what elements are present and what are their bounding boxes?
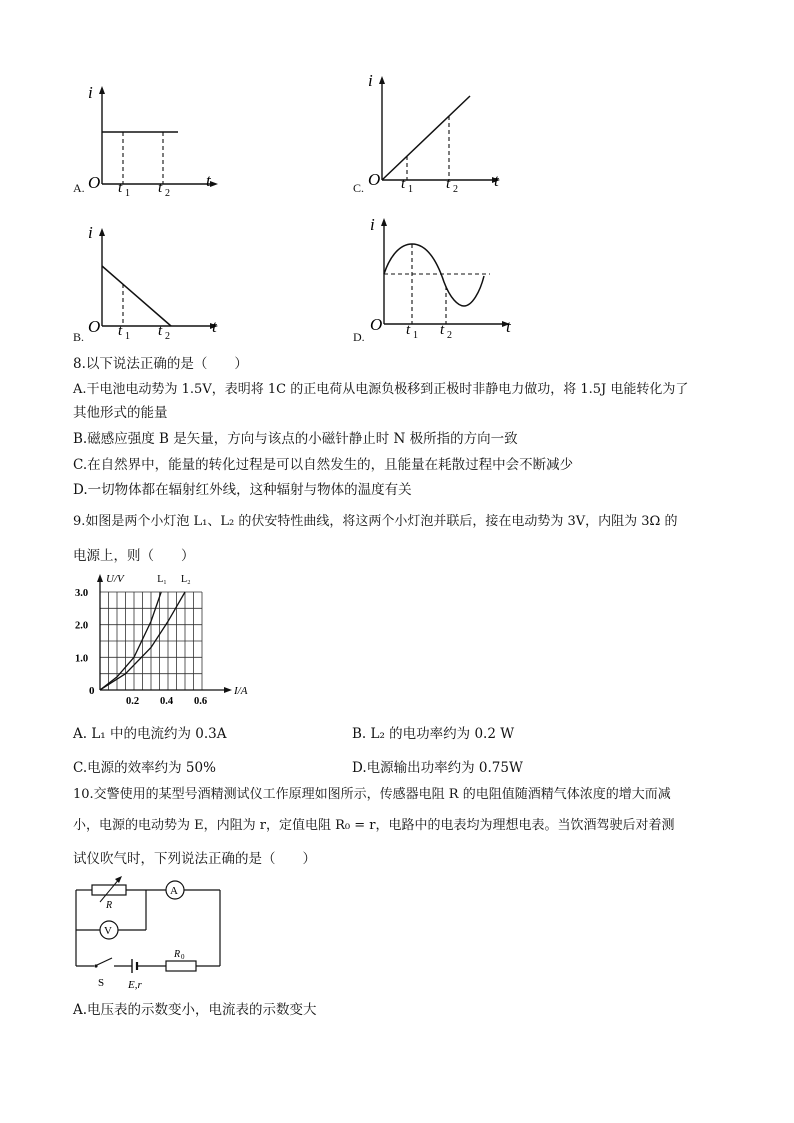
graph-a-t2-sub: 2 bbox=[165, 188, 170, 199]
graph-d-curve bbox=[384, 244, 484, 306]
x-axis-arrow bbox=[224, 687, 232, 693]
q8-stem: 8.以下说法正确的是（ ） bbox=[73, 356, 248, 372]
graph-b-t2-sub: 2 bbox=[165, 331, 170, 342]
graph-b-origin: O bbox=[88, 317, 101, 336]
graph-b-t1-sub: 1 bbox=[125, 331, 130, 342]
q9-stem-line2: 电源上，则（ ） bbox=[73, 548, 195, 564]
graph-d-t1: t bbox=[406, 322, 411, 338]
graph-b-t1: t bbox=[118, 323, 123, 339]
graph-a bbox=[72, 82, 232, 200]
x-tick-label: 0.6 bbox=[194, 696, 208, 706]
y-tick-label: 3.0 bbox=[75, 588, 89, 599]
q8-option-a-line2: 其他形式的能量 bbox=[73, 405, 168, 421]
graph-a-t1-sub: 1 bbox=[125, 188, 130, 199]
graph-a-xlabel: t bbox=[206, 171, 211, 190]
graph-c-label: C. bbox=[353, 181, 365, 195]
graph-d-xlabel: t bbox=[506, 317, 511, 336]
q8-option-c: C.在自然界中，能量的转化过程是可以自然发生的，且能量在耗散过程中会不断减少 bbox=[73, 457, 574, 473]
q10-option-a: A.电压表的示数变小，电流表的示数变大 bbox=[73, 1002, 317, 1018]
q9-option-d: D.电源输出功率约为 0.75W bbox=[352, 760, 523, 776]
q8-option-d: D.一切物体都在辐射红外线，这种辐射与物体的温度有关 bbox=[73, 482, 412, 498]
x-axis-title: I/A bbox=[234, 685, 248, 697]
graph-c-t2: t bbox=[446, 176, 451, 192]
q10-stem-line2: 小，电源的电动势为 E，内阻为 r，定值电阻 R₀ = r，电路中的电表均为理想电表。当饮酒驾驶后对着测 bbox=[73, 818, 675, 833]
graph-b-ylabel: i bbox=[88, 223, 93, 242]
graph-c-origin: O bbox=[368, 170, 381, 189]
battery-label: E,r bbox=[128, 979, 142, 991]
graph-c-xlabel: t bbox=[494, 171, 499, 190]
y-axis-title: U/V bbox=[106, 573, 124, 585]
voltmeter-label: V bbox=[104, 925, 112, 937]
graph-c-t1-sub: 1 bbox=[408, 184, 413, 195]
q9-option-a: A. L₁ 中的电流约为 0.3A bbox=[73, 726, 227, 742]
graph-c-curve bbox=[382, 96, 470, 180]
y-axis-arrow bbox=[97, 574, 103, 582]
graph-a-t1: t bbox=[118, 180, 123, 196]
graph-d-t2-sub: 2 bbox=[447, 330, 452, 341]
graph-a-origin: O bbox=[88, 173, 101, 192]
iv-chart bbox=[70, 572, 270, 706]
q8-option-b: B.磁感应强度 B 是矢量，方向与该点的小磁针静止时 N 极所指的方向一致 bbox=[73, 431, 518, 447]
q9-option-c: C.电源的效率约为 50% bbox=[73, 760, 216, 776]
graph-d-t1-sub: 1 bbox=[413, 330, 418, 341]
graph-c-ylabel: i bbox=[368, 71, 373, 90]
r0-label: R bbox=[174, 949, 181, 960]
ammeter-label: A bbox=[170, 885, 178, 897]
series-label-2: L₂ bbox=[181, 574, 191, 585]
origin-label: 0 bbox=[89, 685, 95, 697]
q10-stem-line1: 10.交警使用的某型号酒精测试仪工作原理如图所示，传感器电阻 R 的电阻值随酒精气体浓度的增大而减 bbox=[73, 787, 671, 802]
graph-b-xlabel: t bbox=[212, 317, 217, 336]
switch-s bbox=[97, 958, 112, 965]
graph-d-ylabel: i bbox=[370, 215, 375, 234]
sensor-resistor bbox=[92, 885, 126, 895]
fixed-resistor-r0 bbox=[166, 961, 196, 971]
q9-stem-line1: 9.如图是两个小灯泡 L₁、L₂ 的伏安特性曲线，将这两个小灯泡并联后，接在电动势为 3V，内阻为 3Ω 的 bbox=[73, 514, 678, 529]
series-label-1: L₁ bbox=[157, 574, 167, 585]
circuit-diagram bbox=[70, 874, 230, 996]
q10-stem-line3: 试仪吹气时，下列说法正确的是（ ） bbox=[73, 851, 316, 867]
graph-b-t2: t bbox=[158, 323, 163, 339]
graph-c-t2-sub: 2 bbox=[453, 184, 458, 195]
q9-option-b: B. L₂ 的电功率约为 0.2 W bbox=[352, 726, 515, 742]
r0-sub: 0 bbox=[181, 953, 185, 961]
y-tick-label: 2.0 bbox=[75, 620, 89, 632]
iv-chart-grid bbox=[100, 592, 202, 690]
graph-d bbox=[354, 212, 524, 344]
resistor-r-label: R bbox=[106, 900, 113, 911]
graph-c bbox=[354, 70, 514, 200]
graph-d-origin: O bbox=[370, 315, 383, 334]
x-tick-label: 0.2 bbox=[126, 696, 140, 706]
graph-c-t1: t bbox=[401, 176, 406, 192]
x-tick-label: 0.4 bbox=[160, 696, 174, 706]
graph-a-t2: t bbox=[158, 180, 163, 196]
graph-b-curve bbox=[102, 266, 171, 326]
graph-a-ylabel: i bbox=[88, 83, 93, 102]
graph-b-label: B. bbox=[73, 330, 85, 344]
switch-label: S bbox=[98, 977, 105, 989]
graph-d-t2: t bbox=[440, 322, 445, 338]
graph-a-label: A. bbox=[73, 181, 85, 195]
graph-d-label: D. bbox=[353, 330, 365, 344]
y-tick-label: 1.0 bbox=[75, 653, 89, 665]
q8-option-a-line1: A.干电池电动势为 1.5V，表明将 1C 的正电荷从电源负极移到正极时非静电力做功，将 1.5J 电能转化为了 bbox=[73, 382, 689, 397]
graph-b bbox=[72, 222, 232, 344]
